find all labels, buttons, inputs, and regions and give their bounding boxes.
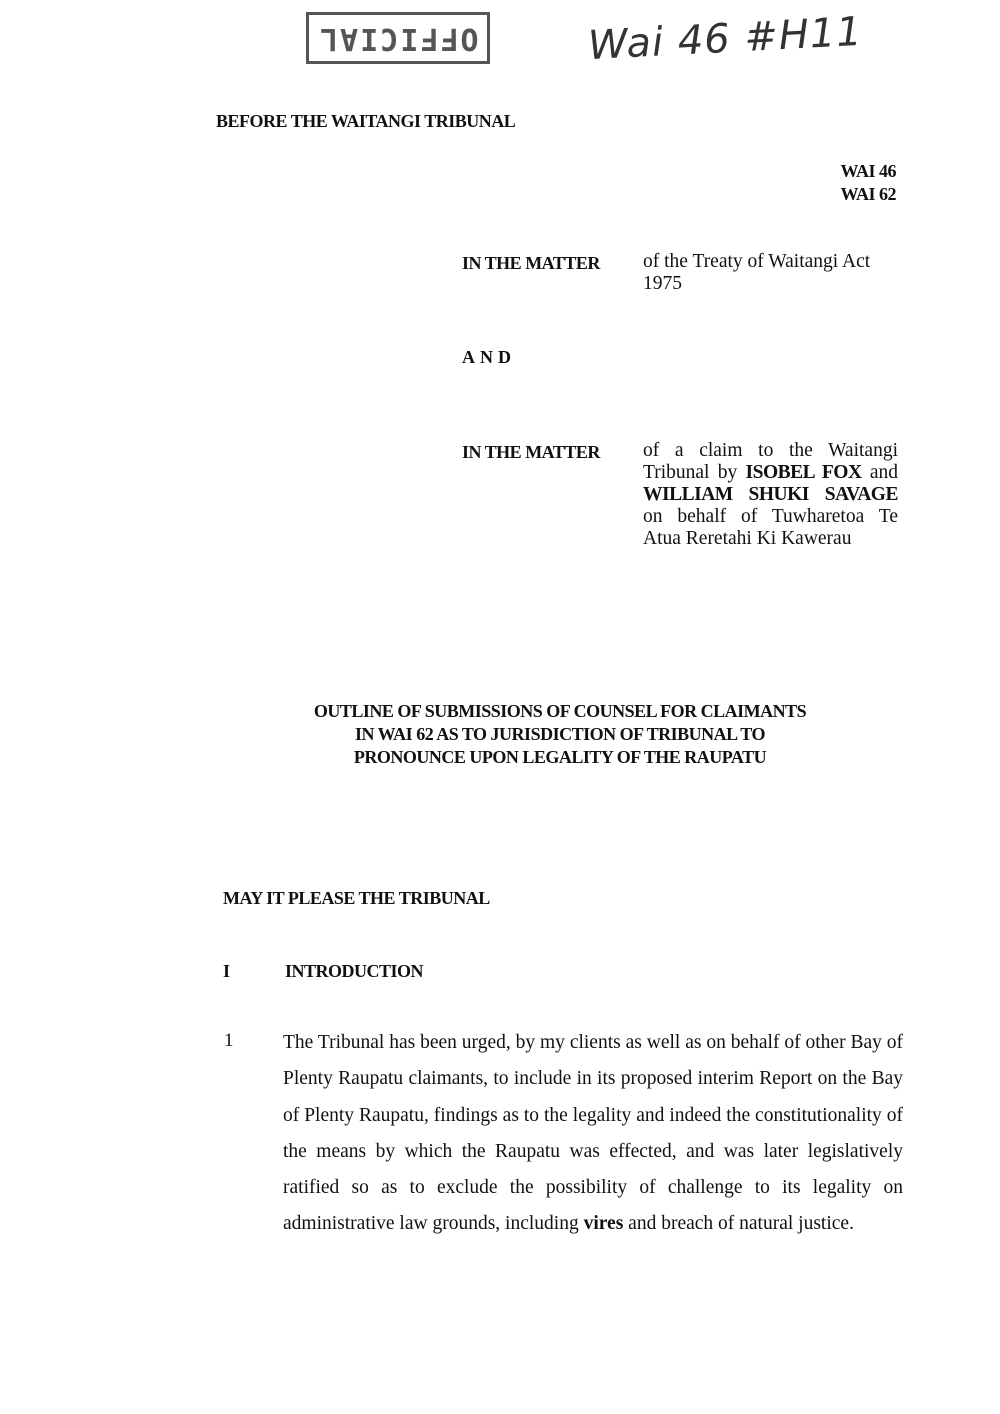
matter-text-part: on behalf of Tuwharetoa Te Atua Reretahi Ki Kawerau: [643, 506, 898, 549]
and-label: AND: [462, 347, 516, 367]
handwritten-annotation: Wai 46 #H11: [586, 8, 864, 70]
wai-reference: WAI 46: [840, 161, 896, 181]
title-line: IN WAI 62 AS TO JURISDICTION OF TRIBUNAL TO: [355, 724, 765, 744]
title-line: PRONOUNCE UPON LEGALITY OF THE RAUPATU: [353, 747, 767, 767]
wai-references: [840, 160, 896, 206]
matter-label: IN THE MATTER: [462, 442, 600, 462]
paragraph-text: [283, 1025, 903, 1243]
matter-text-part: of a claim to the Waitangi Tribunal by: [643, 440, 898, 483]
document-title: [200, 700, 920, 769]
paragraph-text-part: and breach of natural justice.: [623, 1213, 854, 1235]
title-line: OUTLINE OF SUBMISSIONS OF COUNSEL FOR CLAIMANTS: [313, 701, 807, 721]
matter-text: [643, 440, 898, 550]
stamp-text: OFFICIAL: [317, 20, 479, 56]
salutation: MAY IT PLEASE THE TRIBUNAL: [223, 888, 490, 908]
section-number: I: [223, 961, 230, 981]
official-stamp: [306, 12, 490, 64]
paragraph-number: 1: [224, 1030, 234, 1051]
tribunal-heading: BEFORE THE WAITANGI TRIBUNAL: [216, 111, 516, 131]
claimant-name: ISOBEL FOX: [745, 462, 862, 483]
emphasis-term: vires: [583, 1213, 624, 1235]
paragraph-text-part: The Tribunal has been urged, by my clients as well as on behalf of other Bay of Plenty Raupatu claimants, to include in its proposed interim Report on the Bay of Plenty Raupatu, findings as to the legality and indeed the constitutionality of the means by which the Raupatu was effected, and was later legislatively ratified so as to exclude the possibility of challenge to its legality on administrative law grounds, including: [283, 1032, 903, 1235]
section-title: INTRODUCTION: [285, 961, 424, 981]
matter-text-part: and: [861, 462, 898, 483]
claimant-name: WILLIAM SHUKI SAVAGE: [643, 484, 898, 505]
matter-label: IN THE MATTER: [462, 253, 600, 273]
wai-reference: WAI 62: [840, 184, 896, 204]
matter-text: of the Treaty of Waitangi Act 1975: [643, 251, 871, 294]
